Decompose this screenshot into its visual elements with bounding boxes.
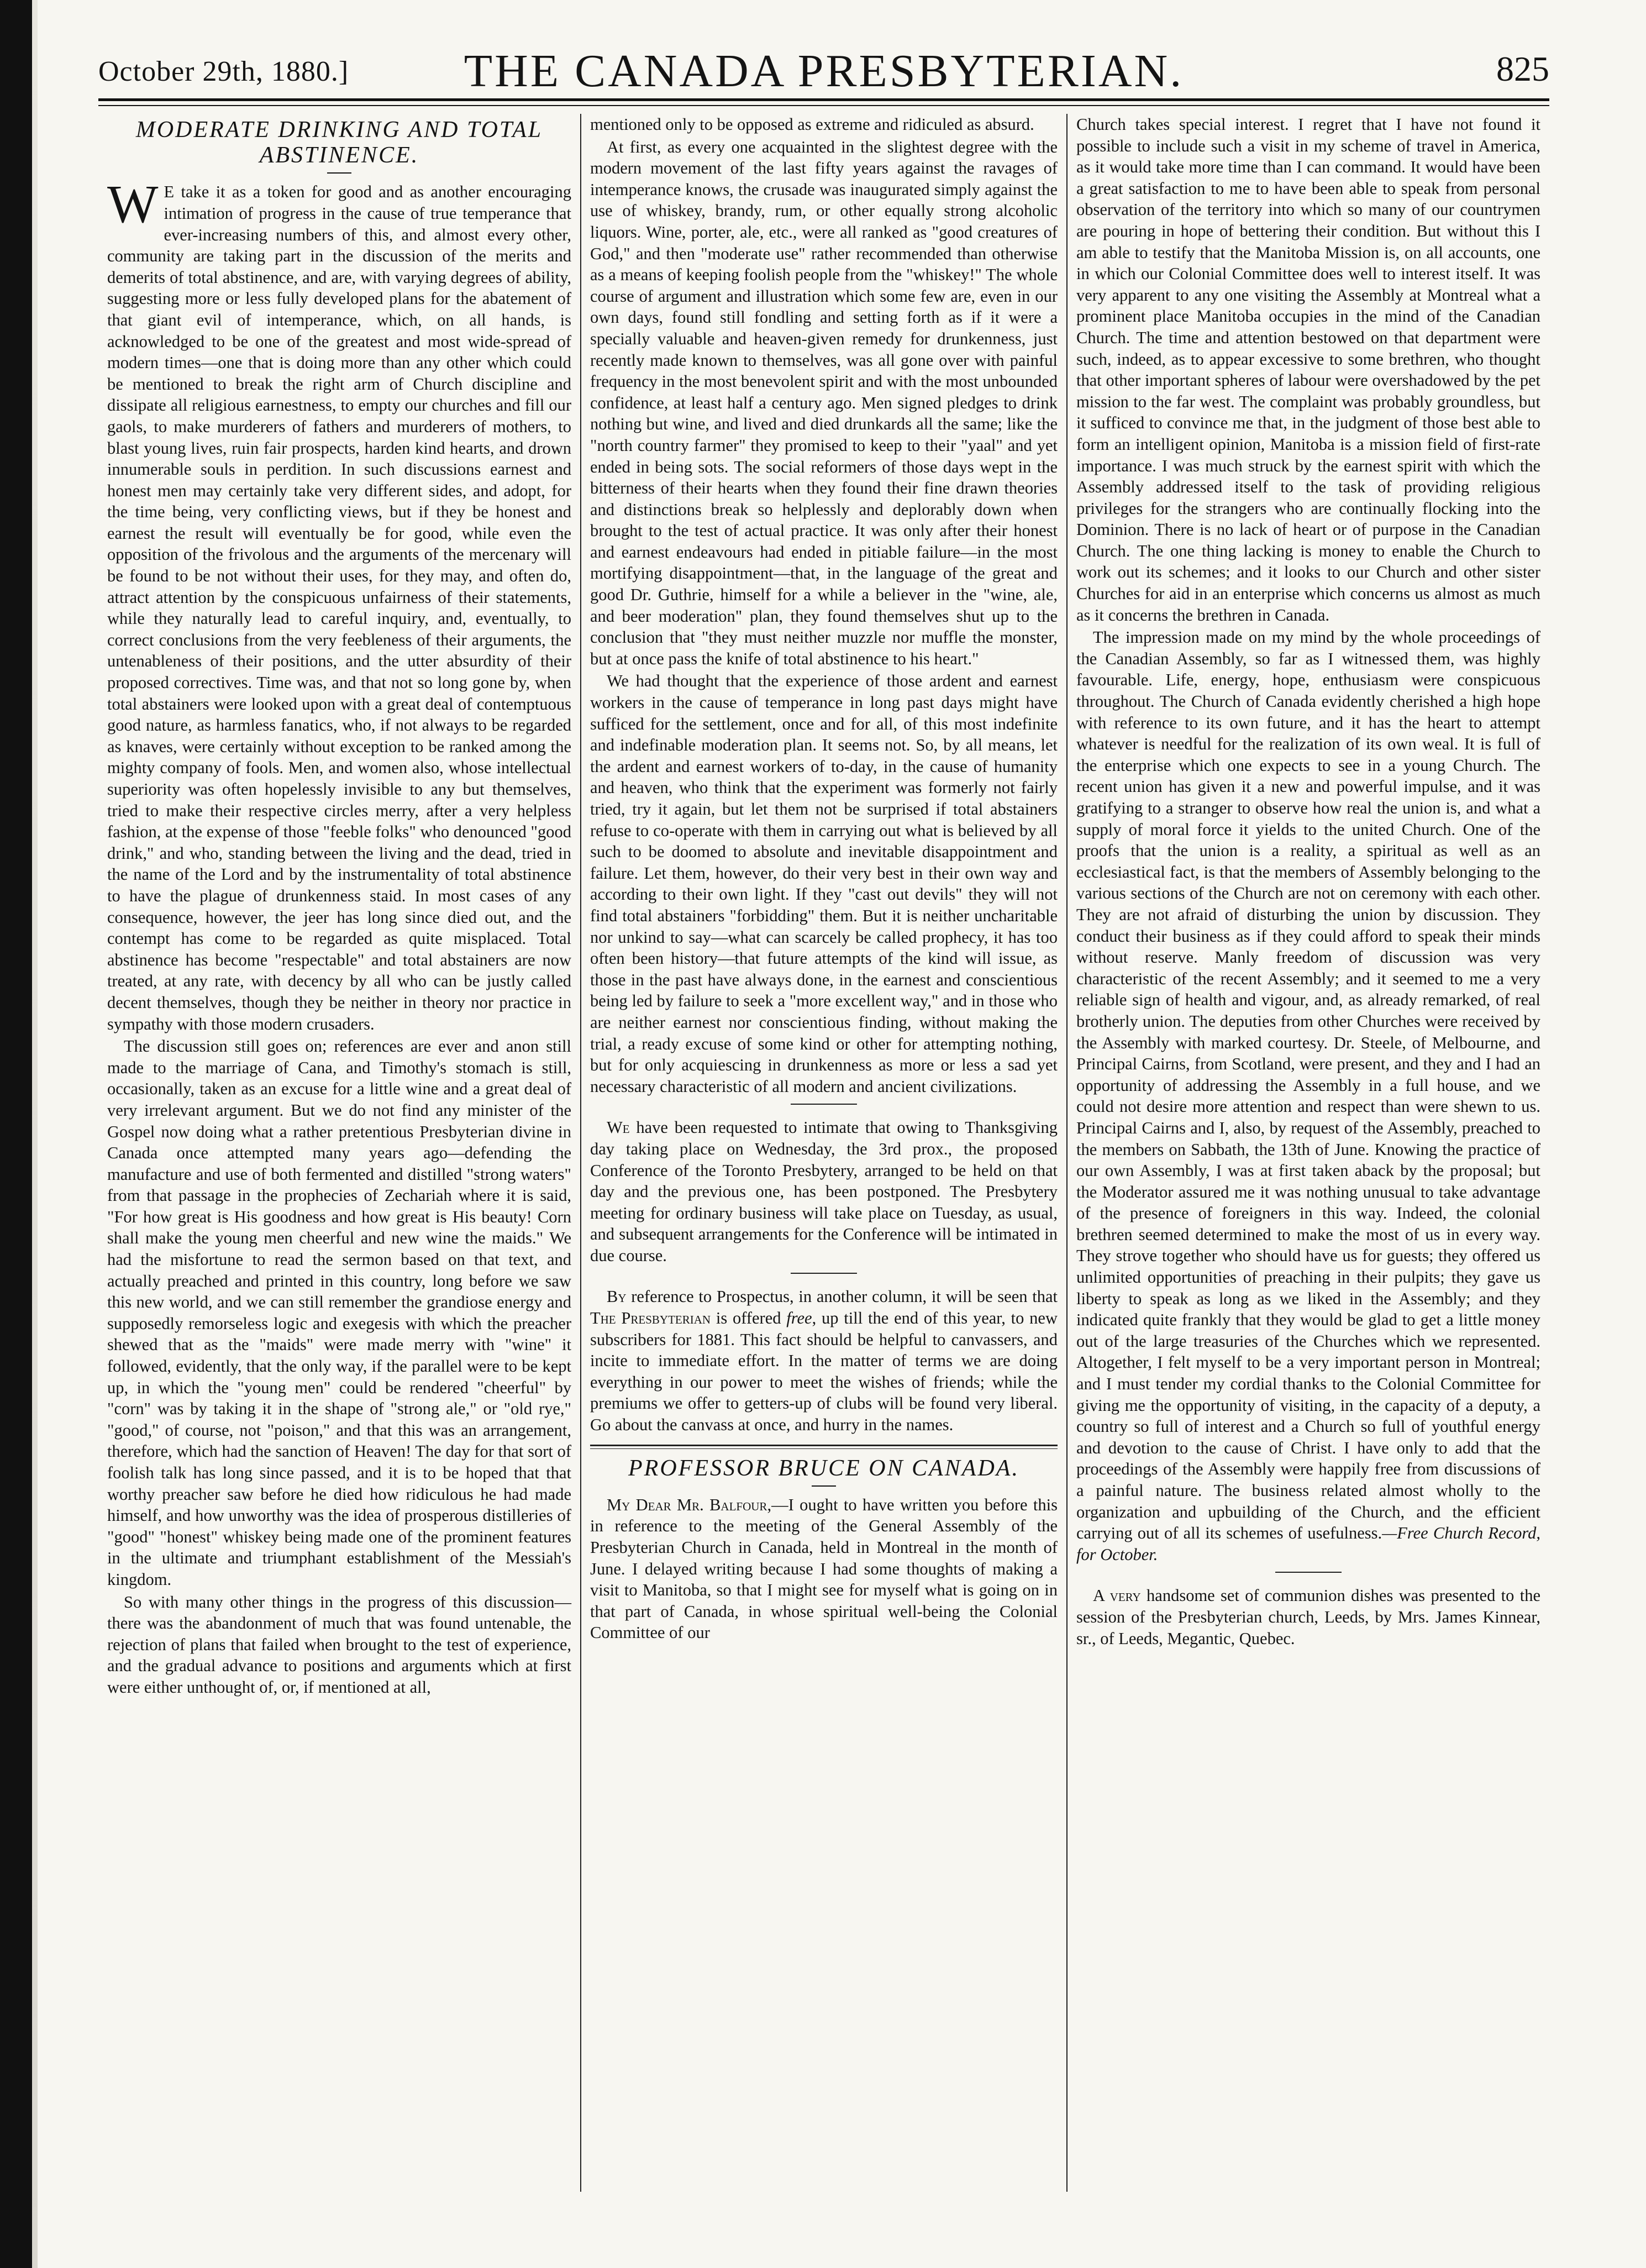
title-dash: [327, 172, 351, 174]
article-paragraph: At first, as every one acquainted in the slightest degree with the modern movement of the last fifty years against the ravages of intemperance knows, the crusade was inaugurated simply against the use of whiskey, brandy, rum, or other equally strong alcoholic liquors. Wine, porter, ale, etc., were all ranked as "good creatures of God," and then "moderate use" rather recommended than otherwise as a means of keeping foolish people from the "whiskey!" The whole course of argument and illustration which some few are, even in our own days, found still fondling and setting forth as if it were a specially valuable and heaven-given remedy for drunkenness, just recently made known to themselves, was all gone over with painful frequency in the most benevolent spirit and with the most unbounded confidence, at least half a century ago. Men signed pledges to drink nothing but wine, and lived and died drunkards all the same; like the "north country farmer" they promised to keep to their "yaal" and yet ended in being sots. The social reformers of those days wept in the bitterness of their hearts when they found their fine drawn theories and distinctions break so helplessly and deplorably down when brought to the test of actual practice. It was only after their honest and earnest endeavours had ended in pitiable failure—in the most mortifying disappointment—that, in the language of the great and good Dr. Guthrie, himself for a while a believer in the "wine, ale, and beer moderation" plan, they found themselves shut up to the conclusion that "they must neither muzzle nor muffle the monster, but at once pass the knife of total abstinence to his heart.": [590, 137, 1058, 668]
article-columns: [98, 114, 1549, 2192]
notice-thanksgiving: [590, 1117, 1058, 1266]
notice-emphasis: free: [786, 1309, 812, 1328]
title-dash: [812, 1485, 836, 1487]
section-divider: [1275, 1572, 1342, 1573]
page-binding-edge: [0, 0, 32, 2268]
header-rule-thin: [98, 105, 1549, 106]
issue-date: October 29th, 1880.]: [98, 56, 349, 87]
article-paragraph: We had thought that the experience of those ardent and earnest workers in the cause of temperance in long past days might have sufficed for the settlement, once and for all, of this most indefinite and indefinable moderation plan. It seems not. So, by all means, let the ardent and earnest workers of to-day, in the cause of humanity and heaven, who think that the experiment was formerly not fairly tried, try it again, but let them not be surprised if total abstainers refuse to co-operate with them in carrying out what is believed by all such to be doomed to absolute and inevitable disappointment and failure. Let them, however, do their very best in their own way and according to their own light. If they "cast out devils" they will not find total abstainers "forbidding" them. But it is neither uncharitable nor unkind to say—what can scarcely be called prophecy, it has too often been history—that future attempts of the kind will issue, as those in the past have always done, in the earnest and conscientious being led by failure to seek a "more excellent way," and in those who are neither earnest nor conscientious finding, without making the trial, a ready excuse of some kind or other for attempting nothing, but for only acquiescing in drunkenness as more or less a sad yet necessary characteristic of all modern and ancient civilizations.: [590, 671, 1058, 1096]
article-paragraph: So with many other things in the progress of this discussion—there was the abandonment of much that was found untenable, the rejection of plans that failed when brought to the test of experience, and the gradual advance to positions and arguments which at first were either unthought of, or, if mentioned at all,: [107, 1592, 571, 1697]
paragraph-text: E take it as a token for good and as another encouraging intimation of progress in the cause of true temperance that ever-increasing numbers of this, and almost every other, community are taking part in the discussion of the merits and demerits of total abstinence, and are, with varying degrees of ability, suggesting more or less fully developed plans for the abatement of that giant evil of intemperance, which, on all hands, is acknowledged to be one of the greatest and most wide-spread of modern times—one that is doing more than any other which could be mentioned to break the right arm of Church discipline and dissipate all religious earnestness, to empty our churches and fill our gaols, to make murderers of fathers and murderers of mothers, to blast young lives, ruin fair prospects, harden kind hearts, and drown innumerable souls in perdition. In such discussions earnest and honest men may certainly take very different sides, and adopt, for the time being, very conflicting views, but if they be honest and earnest the result will eventually be for good, while even the opposition of the frivolous and the arguments of the mercenary will be found to be not without their uses, for they may, and often do, attract attention by the conspicuous unfairness of their statements, while they naturally lead to careful inquiry, and, eventually, to correct conclusions from the very feebleness of their arguments, the untenableness of their positions, and the utter absurdity of their proposed correctives. Time was, and that not so long gone by, when total abstainers were looked upon with a great deal of contemptuous good nature, as harmless fanatics, who, if not always to be regarded as knaves, were certainly without exception to be ranked among the mighty company of fools. Men, and women also, whose intellectual superiority was often hopelessly invisible to any but themselves, tried to make their respective circles merry, after a very helpless fashion, at the expense of those "feeble folks" who denounced "good drink," and who, standing between the living and the dead, tried in the name of the Lord and by the instrumentality of total abstinence to have the plague of drunkenness staid. In most cases of any consequence, however, the jeer has long since died out, and the contempt has come to be regarded as quite misplaced. Total abstinence has become "respectable" and total abstainers are now treated, at any rate, with decency by all who can be justly called decent themselves, though they be neither in theory nor practice in sympathy with those modern crusaders.: [107, 182, 571, 1033]
paragraph-text: —I ought to have written you before this in reference to the meeting of the General Assembly of the Presbyterian Church in Canada, held in Montreal in the month of June. I delayed writing because I had some thoughts of making a visit to Manitoba, so that I might see for myself what is going on in that part of Canada, in whose spiritual well-being the Colonial Committee of our: [590, 1495, 1058, 1642]
article-paragraph: [1076, 627, 1540, 1565]
article-paragraph: The discussion still goes on; references are ever and anon still made to the marriage of Cana, and Timothy's stomach is still, occasionally, taken as an excuse for a little wine and a great deal of very irrelevant argument. But we do not find any minister of the Gospel now doing what a rather pretentious Presbyterian divine in Canada once attempted many years ago—defending the manufacture and use of both fermented and distilled "strong waters" from that passage in the prophecies of Zechariah where it is said, "For how great is His goodness and how great is His beauty! Corn shall make the young men cheerful and new wine the maids." We had the misfortune to read the sermon based on that text, and actually preached and printed in this country, long before we saw this new world, and we can still remember the grandiose energy and supposedly remorseless logic and exegesis with which the preacher shewed that as the "maids" were made merry with "wine" it followed, evidently, that the only way, if the parallel were to be kept up, in which the "young men" could be rendered "cheerful" by "corn" was by taking it in the shape of "strong ale," or "old rye," "good," of course, not "poison," and that this was an arrangement, therefore, which had the sanction of Heaven! The day for that sort of foolish talk has long since passed, and it is to be hoped that that worthy preacher saw before he died how ridiculous he had made himself, and how unworthy was the idea of prosperous distilleries of "good" "honest" whiskey being made one of the prominent features in the ultimate and triumphant establishment of the Messiah's kingdom.: [107, 1037, 571, 1589]
page-number: 825: [1496, 49, 1549, 88]
article-paragraph: mentioned only to be opposed as extreme and ridiculed as absurd.: [590, 115, 1034, 134]
column-3: [1066, 114, 1549, 2192]
article-paragraph: Church takes special interest. I regret that I have not found it possible to include such a visit in my scheme of travel in America, as it would take more time than I can command. It would have been a great satisfaction to me to have been able to speak from personal observation of the territory into which so many of our countrymen are pouring in hope of bettering their condition. But without this I am able to testify that the Manitoba Mission is, on all accounts, one in which our Colonial Committee does well to interest itself. It was very apparent to any one visiting the Assembly at Montreal what a prominent place Manitoba occupies in the mind of the Canadian Church. The time and attention bestowed on that department were such, indeed, as to appear excessive to some brethren, who thought that other important spheres of labour were overshadowed by the pet mission to the far west. The complaint was probably groundless, but it sufficed to convince me that, in the judgment of those best able to form an intelligent opinion, Manitoba is a mission field of first-rate importance. I was much struck by the earnest spirit with which the Assembly addressed itself to the task of providing religious privileges for the strangers who are continually flocking into the Dominion. There is no lack of heart or of purpose in the Canadian Church. The one thing lacking is money to enable the Church to work out its schemes; and it looks to our Church and other sister Churches for aid in an enterprise which concerns us almost as much as it concerns the brethren in Canada.: [1076, 115, 1540, 624]
notice-text: have been requested to intimate that owing to Thanksgiving day taking place on Wednesday, the 3rd prox., the proposed Conference of the Toronto Presbytery, arranged to be held on that day and the previous one, has been postponed. The Presbytery meeting for ordinary business will take place on Tuesday, as usual, and subsequent arrangements for the Conference will be intimated in due course.: [590, 1118, 1058, 1265]
paper-name: The Presbyterian: [590, 1309, 711, 1328]
notice-lead: A very: [1093, 1586, 1141, 1605]
paragraph-text: The impression made on my mind by the whole proceedings of the Canadian Assembly, so far as I witnessed them, was highly favourable. Life, energy, hope, enthusiasm were conspicuous throughout. The Church of Canada evidently cherished a high hope with reference to its own future, and it has the heart to attempt whatever is needful for the realization of its own weal. It is full of the enterprise which one expects to see in a young Church. The recent union has given it a new and powerful impulse, and it was gratifying to a stranger to observe how real the union is, and what a supply of moral force it yields to the united Church. One of the proofs that the union is a reality, a spiritual as well as an ecclesiastical fact, is that the members of Assembly belonging to the various sections of the Church are not on ceremony with each other. They are not afraid of disturbing the union by discussion. They conduct their business as if they could afford to speak their minds without reserve. Manly freedom of discussion was very characteristic of the recent Assembly; and it seemed to me a very reliable sign of health and vigour, and, as already remarked, of real brotherly union. The deputies from other Churches were received by the Assembly with marked courtesy. Dr. Steele, of Melbourne, and Principal Cairns, from Scotland, were present, and they and I had an opportunity of addressing the Assembly in a full house, and we could not desire more attention and respect than were shewn to us. Principal Cairns and I, also, by request of the Assembly, preached to the members on Sabbath, the 13th of June. Knowing the practice of our own Assembly, I was at first taken aback by the proposal; but the Moderator assured me it was nothing unusual to take advantage of the presence of foreigners in this way. Indeed, the colonial brethren seemed determined to make the most of us in every way. They strove together who should have us for guests; they offered us unlimited opportunities of preaching in their pulpits; they gave us liberty to speak as long as we liked in the Assembly; and they indicated quite frankly that they would be glad to get a little money out of the large treasuries of the Churches which we represented. Altogether, I felt myself to be a very important person in Montreal; and I must tender my cordial thanks to the Colonial Committee for giving me the opportunity of visiting, in the capacity of a deputy, a country so full of interest and a Church so full of youthful energy and devotion to the cause of Christ. I have only to add that the proceedings of the Assembly were happily free from discussions of a painful nature. The business related almost wholly to the organization and upbuilding of the Church, and the efficient carrying out of all its schemes of usefulness.: [1076, 628, 1540, 1543]
article-source: —Free Church Record, for October.: [1076, 1524, 1541, 1564]
notice-lead: We: [607, 1118, 630, 1137]
page-binding-shadow: [32, 0, 38, 2268]
notice-lead: By: [607, 1287, 627, 1306]
article-title-professor-bruce: PROFESSOR BRUCE ON CANADA.: [628, 1455, 1019, 1481]
section-divider: [791, 1273, 857, 1274]
salutation: My Dear Mr. Balfour,: [607, 1495, 772, 1514]
page-header: [98, 44, 1549, 105]
notice-prospectus: [590, 1286, 1058, 1435]
article-paragraph: [590, 1494, 1058, 1644]
drop-cap: W: [107, 175, 159, 235]
notice-text: , up till the end of this year, to new subscribers for 1881. This fact should be helpful to canvassers, and incite to immediate effort. In the matter of terms we are doing everything in our power to meet the wishes of friends; while the premiums we offer to getters-up of clubs will be found very liberal. Go about the canvass at once, and hurry in the names.: [590, 1309, 1058, 1435]
newspaper-title: THE CANADA PRESBYTERIAN.: [464, 45, 1184, 97]
article-title-moderate-drinking: MODERATE DRINKING AND TOTAL ABSTINENCE.: [135, 117, 543, 169]
notice-text: reference to Prospectus, in another column, it will be seen that: [626, 1287, 1058, 1306]
column-2: [580, 114, 1066, 2192]
notice-text: is offered: [711, 1309, 787, 1328]
article-divider: [590, 1445, 1058, 1449]
notice-communion-dishes: [1076, 1585, 1540, 1649]
article-paragraph: [107, 175, 571, 1035]
header-rule: [98, 98, 1549, 101]
column-1: [98, 114, 580, 2192]
notice-text: handsome set of communion dishes was presented to the session of the Presbyterian church, Leeds, by Mrs. James Kinnear, sr., of Leeds, Megantic, Quebec.: [1076, 1586, 1540, 1648]
section-divider: [791, 1104, 857, 1105]
